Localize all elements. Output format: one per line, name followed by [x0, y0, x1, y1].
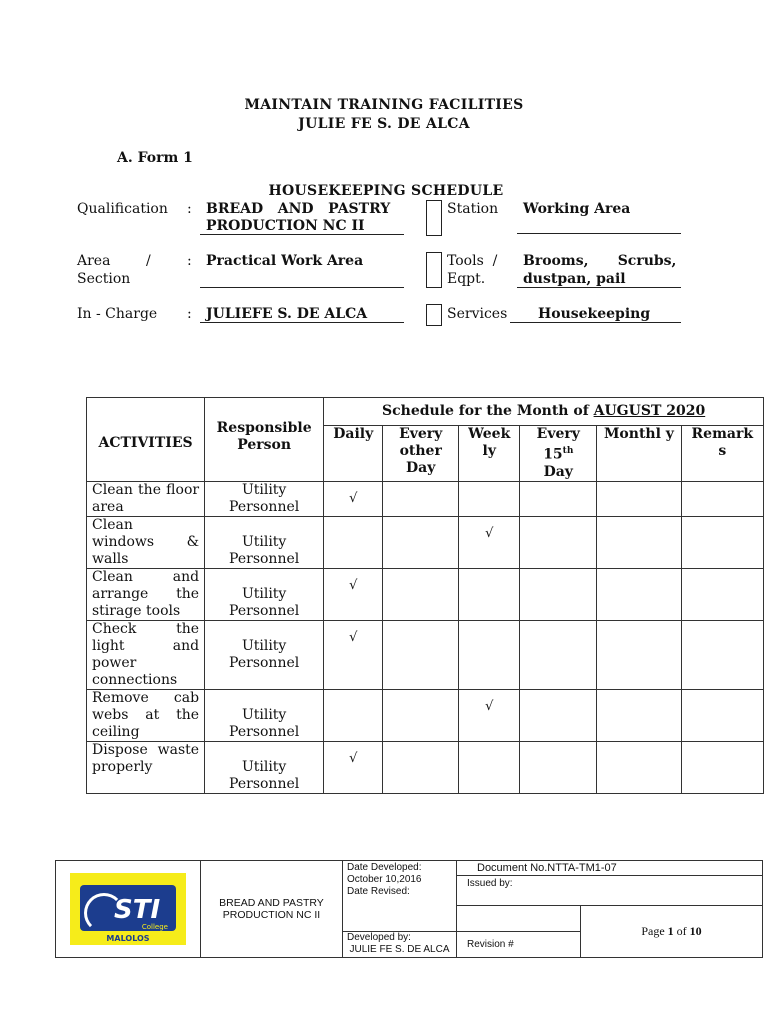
remarks-check-cell	[681, 481, 763, 516]
table-row	[87, 516, 764, 568]
every15-check-cell	[520, 481, 597, 516]
date-developed-value: October 10,2016	[347, 874, 422, 885]
area-value: Practical Work Area	[206, 253, 364, 269]
services-label: Services	[447, 306, 508, 322]
equipment-label: Eqpt.	[447, 271, 486, 287]
table-row	[87, 741, 764, 793]
every15-check-cell	[520, 516, 597, 568]
incharge-colon: :	[187, 306, 192, 322]
every-other-check-cell	[383, 689, 459, 741]
responsible-cell: Utility Personnel	[205, 689, 324, 741]
remarks-check-cell	[681, 516, 763, 568]
activities-header: ACTIVITIES	[87, 398, 205, 482]
monthly-check-cell	[597, 481, 681, 516]
sti-logo	[70, 873, 186, 945]
qualification-checkbox[interactable]	[426, 200, 442, 236]
document-title: MAINTAIN TRAINING FACILITIES	[244, 97, 524, 113]
month-header-prefix: Schedule for the Month of	[382, 403, 594, 419]
every15-check-cell	[520, 689, 597, 741]
monthly-check-cell	[597, 741, 681, 793]
footer-dates-cell	[343, 861, 457, 932]
developed-by-value: JULIE FE S. DE ALCA	[349, 944, 450, 955]
date-developed-label: Date Developed:	[347, 862, 422, 873]
sti-logo-badge	[80, 885, 176, 931]
every15-check-cell	[520, 568, 597, 620]
page-prefix: Page	[641, 924, 668, 938]
every15-check-cell	[520, 741, 597, 793]
responsible-cell: Utility Personnel	[205, 568, 324, 620]
table-row	[87, 620, 764, 689]
sti-logo-campus: MALOLOS	[106, 934, 150, 943]
footer-doc-cell	[457, 861, 763, 906]
tools-label: Tools /	[447, 253, 498, 269]
activity-cell: Clean windows & walls	[87, 516, 205, 568]
footer-program: BREAD AND PASTRY PRODUCTION NC II	[201, 861, 343, 958]
remarks-check-cell	[681, 741, 763, 793]
weekly-check-cell	[459, 481, 520, 516]
month-header	[324, 398, 764, 426]
every-15th-day-header	[520, 426, 597, 482]
page-of: of	[673, 924, 690, 938]
qualification-value-line2: PRODUCTION NC II	[200, 218, 404, 235]
every-other-check-cell	[383, 481, 459, 516]
monthly-check-cell	[597, 516, 681, 568]
sti-logo-college: College	[141, 923, 168, 931]
responsible-cell: Utility Personnel	[205, 620, 324, 689]
date-revised-label: Date Revised:	[347, 886, 410, 897]
qualification-colon: :	[187, 201, 192, 217]
incharge-label: In - Charge	[77, 306, 158, 322]
monthly-check-cell	[597, 689, 681, 741]
housekeeping-schedule-table	[86, 397, 764, 794]
incharge-value: JULIEFE S. DE ALCA	[200, 306, 404, 323]
activity-cell: Clean the floor area	[87, 481, 205, 516]
every-15-day-text: Day	[543, 463, 573, 480]
activity-cell: Remove cab webs at the ceiling	[87, 689, 205, 741]
daily-check-cell: √	[324, 741, 383, 793]
every-other-day-header: Every other Day	[383, 426, 459, 482]
issued-by-label: Issued by:	[467, 878, 513, 889]
document-number: Document No.NTTA-TM1-07	[457, 861, 762, 876]
every-15-text: Every 15	[536, 426, 580, 463]
station-underline	[517, 233, 681, 234]
every-other-check-cell	[383, 620, 459, 689]
footer-issued-spacer	[457, 906, 581, 932]
responsible-cell: Utility Personnel	[205, 516, 324, 568]
daily-check-cell: √	[324, 620, 383, 689]
developed-by-label: Developed by:	[347, 932, 411, 943]
daily-check-cell: √	[324, 481, 383, 516]
table-row	[87, 568, 764, 620]
table-row	[87, 689, 764, 741]
area-checkbox[interactable]	[426, 252, 442, 288]
area-underline	[200, 287, 404, 288]
incharge-checkbox[interactable]	[426, 304, 442, 326]
remarks-header: Remark s	[681, 426, 763, 482]
responsible-header: Responsible Person	[205, 398, 324, 482]
footer-logo-cell	[56, 861, 201, 958]
weekly-check-cell	[459, 568, 520, 620]
services-value: Housekeeping	[510, 306, 681, 323]
responsible-cell: Utility Personnel	[205, 481, 324, 516]
document-footer	[55, 860, 763, 958]
tools-value-line1: Brooms, Scrubs,	[523, 253, 677, 269]
schedule-title: HOUSEKEEPING SCHEDULE	[268, 183, 504, 199]
remarks-check-cell	[681, 620, 763, 689]
every-other-check-cell	[383, 568, 459, 620]
area-colon: :	[187, 253, 192, 269]
document-author: JULIE FE S. DE ALCA	[298, 116, 470, 132]
daily-check-cell	[324, 689, 383, 741]
every-15-sup: th	[562, 446, 574, 456]
daily-header: Daily	[324, 426, 383, 482]
remarks-check-cell	[681, 689, 763, 741]
form-label: A. Form 1	[117, 150, 193, 166]
page-current: 1	[667, 924, 674, 938]
weekly-check-cell: √	[459, 516, 520, 568]
footer-developed-cell	[343, 932, 457, 958]
activity-cell: Dispose waste properly	[87, 741, 205, 793]
weekly-check-cell: √	[459, 689, 520, 741]
responsible-cell: Utility Personnel	[205, 741, 324, 793]
weekly-header: Week ly	[459, 426, 520, 482]
monthly-check-cell	[597, 568, 681, 620]
weekly-check-cell	[459, 620, 520, 689]
station-value: Working Area	[523, 201, 631, 217]
remarks-check-cell	[681, 568, 763, 620]
every15-check-cell	[520, 620, 597, 689]
sti-logo-text: STI	[114, 895, 161, 925]
section-label: Section	[77, 271, 131, 287]
daily-check-cell: √	[324, 568, 383, 620]
activity-cell: Clean and arrange the stirage tools	[87, 568, 205, 620]
table-row	[87, 481, 764, 516]
month-header-value: AUGUST 2020	[593, 403, 706, 419]
every-other-check-cell	[383, 516, 459, 568]
qualification-value-line1: BREAD AND PASTRY	[206, 201, 391, 217]
page-total: 10	[689, 924, 702, 938]
weekly-check-cell	[459, 741, 520, 793]
activity-cell: Check the light and power connections	[87, 620, 205, 689]
station-label: Station	[447, 201, 499, 217]
daily-check-cell	[324, 516, 383, 568]
every-other-check-cell	[383, 741, 459, 793]
revision-label: Revision #	[457, 932, 581, 958]
area-label: Area /	[77, 253, 151, 269]
tools-value-line2: dustpan, pail	[517, 271, 681, 288]
qualification-label: Qualification	[77, 201, 168, 217]
page-number	[581, 906, 763, 958]
monthly-check-cell	[597, 620, 681, 689]
monthly-header: Monthl y	[597, 426, 681, 482]
